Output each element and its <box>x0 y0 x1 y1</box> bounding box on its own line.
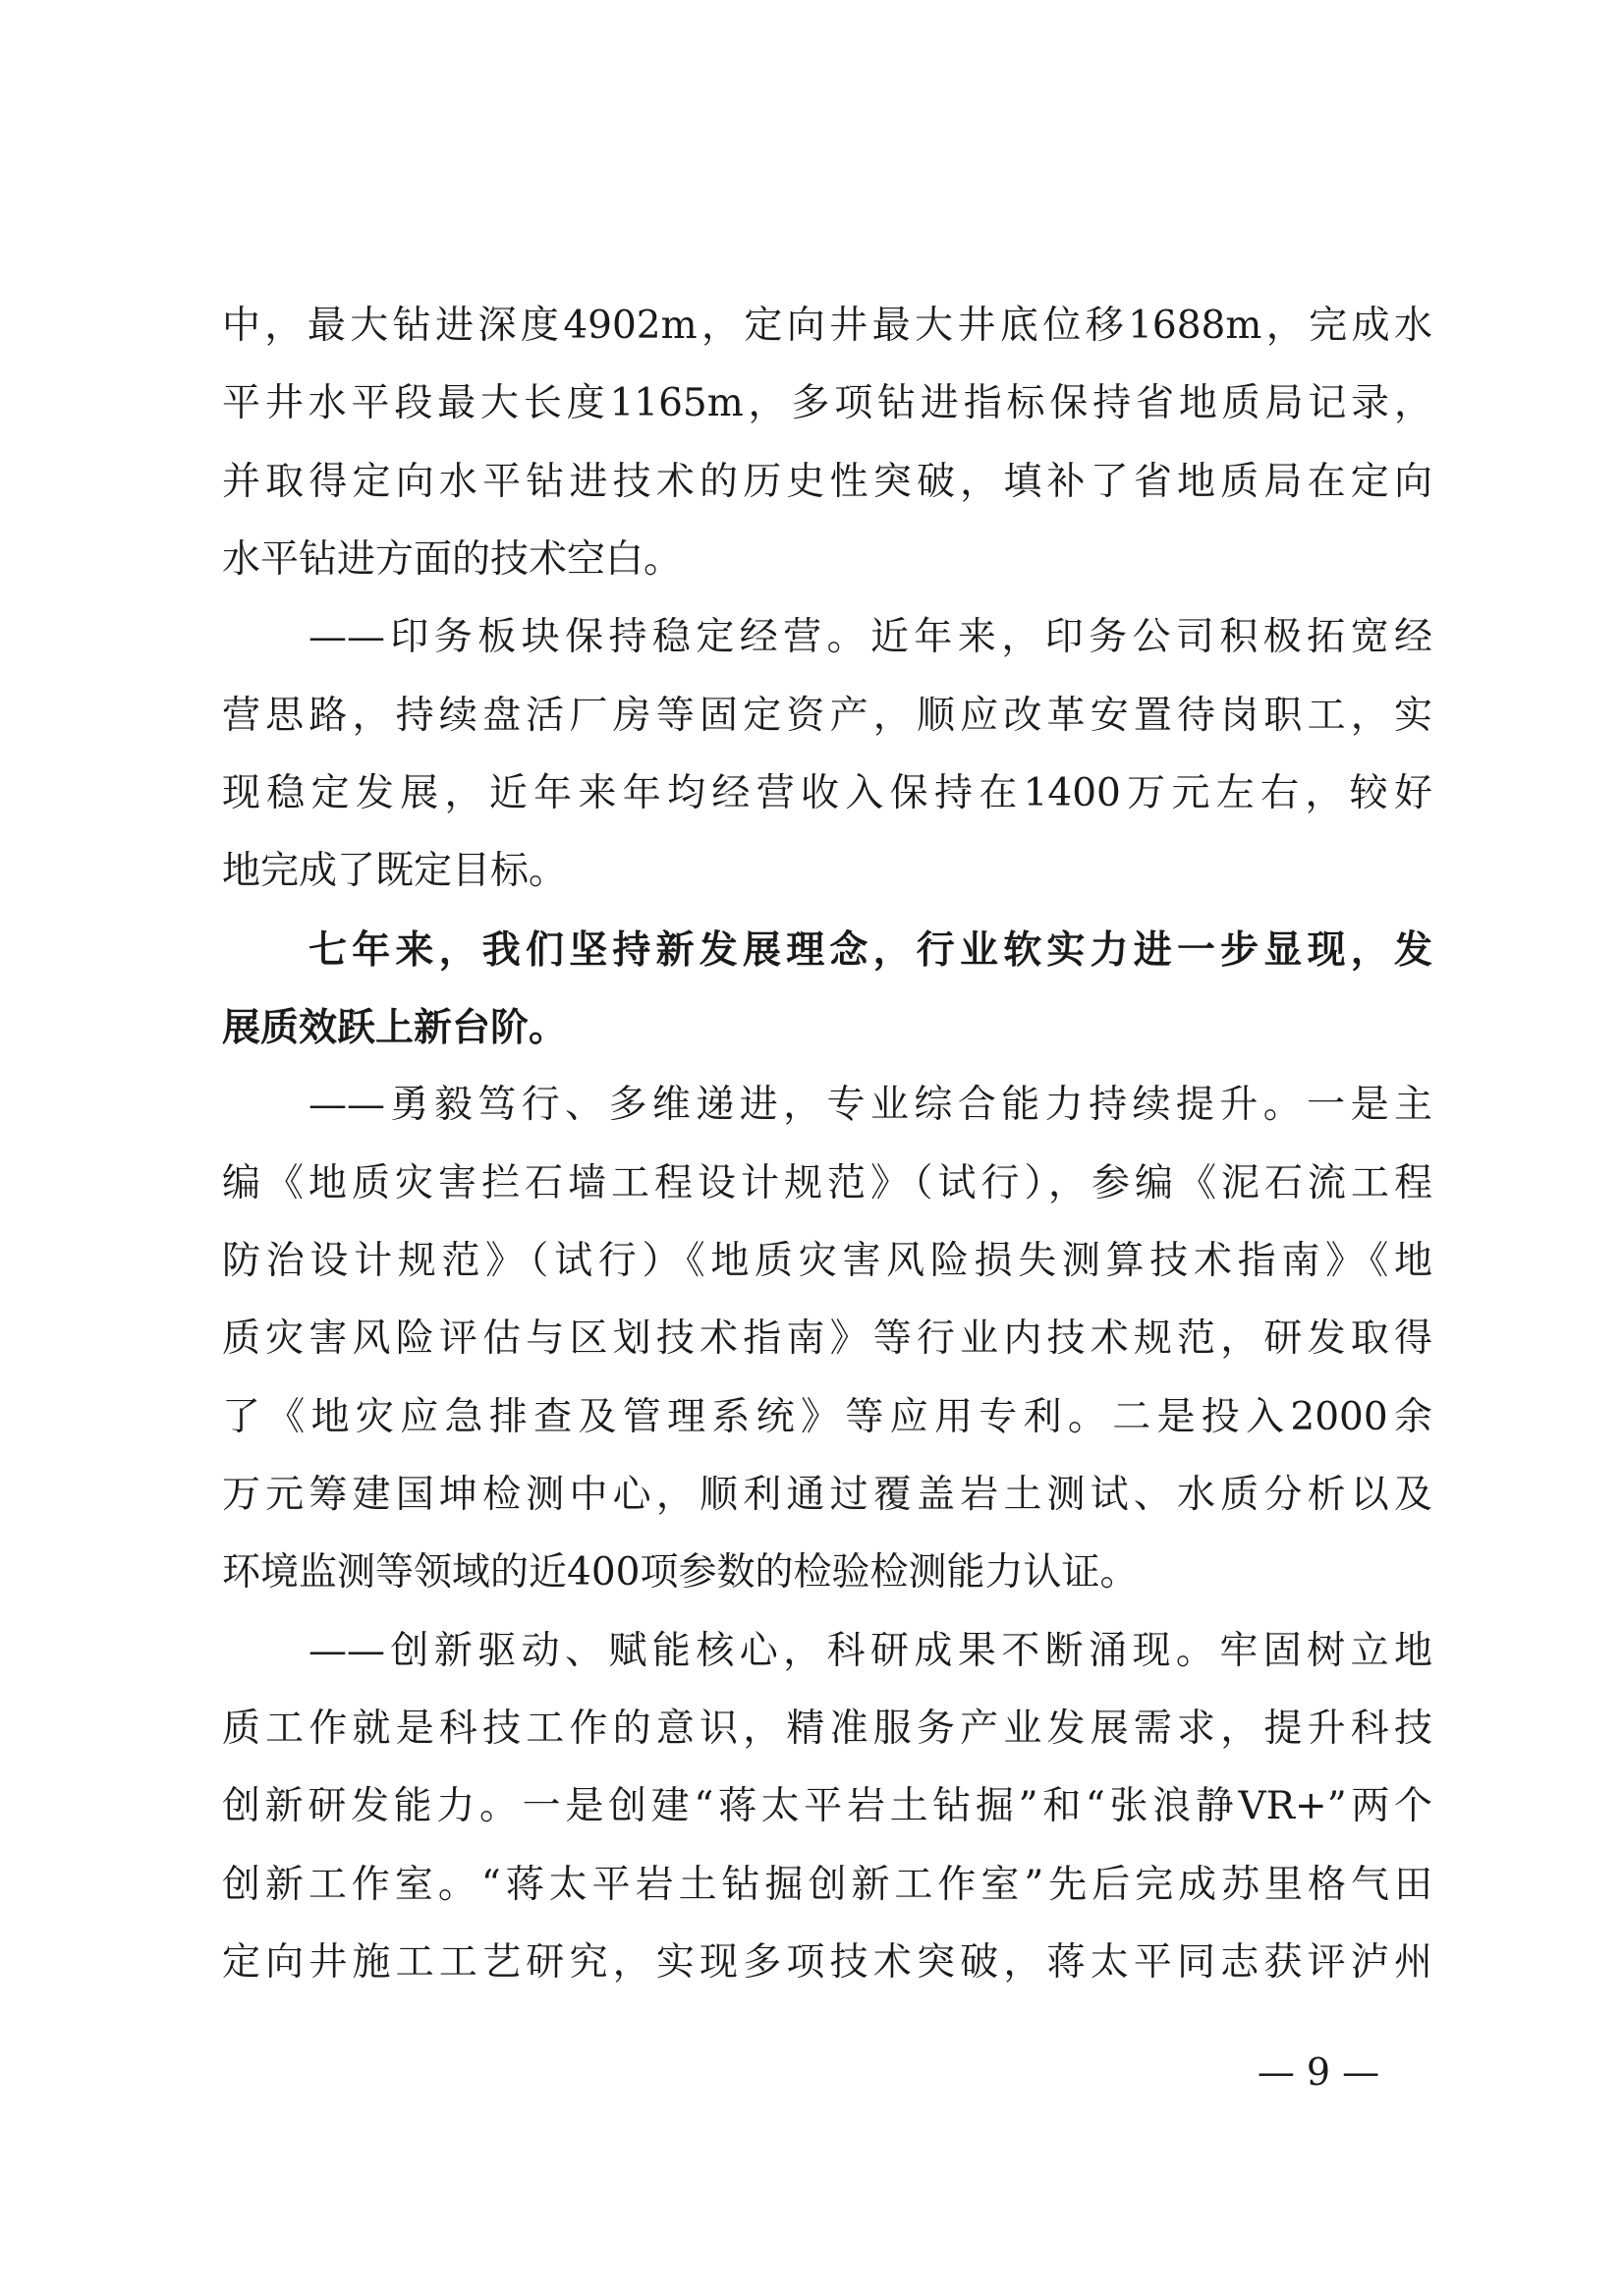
text-line: 编《地质灾害拦石墙工程设计规范》（试行），参编《泥石流工程 <box>222 1161 1432 1205</box>
text-line: 地完成了既定目标。 <box>222 849 568 893</box>
text-line: 现稳定发展，近年来年均经营收入保持在1400万元左右，较好 <box>222 771 1432 815</box>
text-line: 水平钻进方面的技术空白。 <box>222 537 683 582</box>
text-line: 质灾害风险评估与区划技术指南》等行业内技术规范，研发取得 <box>222 1316 1432 1361</box>
summary-heading-line: 七年来，我们坚持新发展理念，行业软实力进一步显现，发 <box>308 927 1432 973</box>
page-number: — 9 — <box>1257 2050 1380 2094</box>
text-line: 创新工作室。“蒋太平岩土钻掘创新工作室”先后完成苏里格气田 <box>222 1863 1432 1907</box>
text-line: 了《地灾应急排查及管理系统》等应用专利。二是投入2000余 <box>222 1395 1432 1439</box>
section-heading-line: ——创新驱动、赋能核心，科研成果不断涌现。牢固树立地 <box>308 1629 1432 1673</box>
text-line: 环境监测等领域的近400项参数的检验检测能力认证。 <box>222 1550 1139 1595</box>
text-line: 万元筹建国坤检测中心，顺利通过覆盖岩土测试、水质分析以及 <box>222 1473 1432 1517</box>
text-line: 营思路，持续盘活厂房等固定资产，顺应改革安置待岗职工，实 <box>222 694 1432 738</box>
section-heading-line: ——印务板块保持稳定经营。近年来，印务公司积极拓宽经 <box>308 615 1432 659</box>
text-line: 中，最大钻进深度4902m，定向井最大井底位移1688m，完成水 <box>222 304 1432 348</box>
summary-heading-line: 展质效跃上新台阶。 <box>222 1005 568 1050</box>
text-line: 质工作就是科技工作的意识，精准服务产业发展需求，提升科技 <box>222 1707 1432 1751</box>
text-line: 防治设计规范》（试行）《地质灾害风险损失测算技术指南》《地 <box>222 1239 1432 1283</box>
section-heading-line: ——勇毅笃行、多维递进，专业综合能力持续提升。一是主 <box>308 1083 1432 1127</box>
text-line: 并取得定向水平钻进技术的历史性突破，填补了省地质局在定向 <box>222 460 1432 504</box>
text-line: 创新研发能力。一是创建“蒋太平岩土钻掘”和“张浪静VR+”两个 <box>222 1784 1432 1828</box>
text-line: 平井水平段最大长度1165m，多项钻进指标保持省地质局记录， <box>222 381 1432 425</box>
text-line: 定向井施工工艺研究，实现多项技术突破，蒋太平同志获评泸州 <box>222 1940 1432 1985</box>
